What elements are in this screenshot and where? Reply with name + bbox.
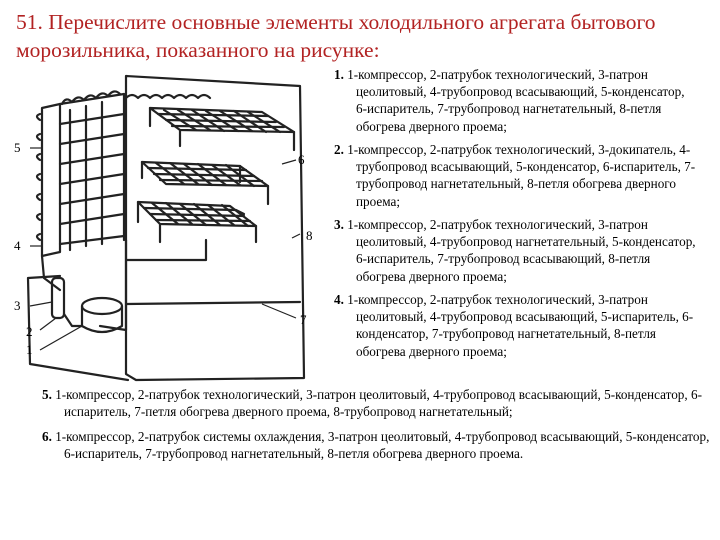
figure-label-3: 3 <box>14 298 21 313</box>
figure-label-2: 2 <box>26 324 33 339</box>
compressor <box>82 298 122 314</box>
refrigeration-unit-diagram <box>0 64 330 394</box>
condenser-grid <box>42 104 60 256</box>
option-number: 4. <box>334 292 344 307</box>
evaporator-shelves <box>138 108 294 242</box>
figure-label-8: 8 <box>306 228 313 243</box>
answer-option-5[interactable] <box>42 386 712 420</box>
option-number: 5. <box>42 387 52 402</box>
figure-label-5: 5 <box>14 140 21 155</box>
option-text: 1-компрессор, 2-патрубок технологический, 3-патрон цеолитовый, 4-трубопровод всасывающий, 5-конденсатор, 6-испаритель, 7-петля обогрева дверного проема, 8-трубопровод нагнетательный; <box>55 387 702 420</box>
answer-option-1[interactable] <box>334 66 696 135</box>
answer-option-2[interactable] <box>334 141 696 210</box>
tech-tube <box>64 314 82 326</box>
option-text: 1-компрессор, 2-патрубок технологический, 3-патрон цеолитовый, 4-трубопровод всасывающий, 5-испаритель, 6-конденсатор, 7-трубопровод нагнетательный, 8-петля обогрева дверного проема; <box>347 292 694 359</box>
option-text: 1-компрессор, 2-патрубок системы охлаждения, 3-патрон цеолитовый, 4-трубопровод всасывающий, 5-конденсатор, 6-испаритель, 7-трубопровод нагнетательный, 8-петля обогрева дверного проема. <box>55 429 710 462</box>
figure-label-1: 1 <box>26 342 33 357</box>
option-text: 1-компрессор, 2-патрубок технологический, 3-патрон цеолитовый, 4-трубопровод всасывающий, 5-конденсатор, 6-испаритель, 7-трубопровод нагнетательный, 8-петля обогрева дверного проема; <box>347 67 685 134</box>
discharge-pipe <box>100 240 206 330</box>
option-number: 1. <box>334 67 344 82</box>
answer-option-3[interactable] <box>334 216 696 285</box>
option-number: 6. <box>42 429 52 444</box>
option-number: 2. <box>334 142 344 157</box>
option-text: 1-компрессор, 2-патрубок технологический, 3-патрон цеолитовый, 4-трубопровод нагнетательный, 5-конденсатор, 6-испаритель, 7-трубопровод всасывающий, 8-петля обогрева дверного проема; <box>347 217 696 284</box>
question-title: 51. Перечислите основные элементы холодильного агрегата бытового морозильника, показанного на рисунке: <box>16 10 656 62</box>
option-number: 3. <box>334 217 344 232</box>
figure-label-4: 4 <box>14 238 21 253</box>
option-text: 1-компрессор, 2-патрубок технологический, 3-докипатель, 4-трубопровод всасывающий, 5-конденсатор, 6-испаритель, 7-трубопровод нагнетательный, 8-петля обогрева дверного проема; <box>347 142 696 209</box>
figure-label-7: 7 <box>300 312 307 327</box>
answer-option-6[interactable] <box>42 428 712 462</box>
answer-option-4[interactable] <box>334 291 696 360</box>
figure-label-6: 6 <box>298 152 305 167</box>
